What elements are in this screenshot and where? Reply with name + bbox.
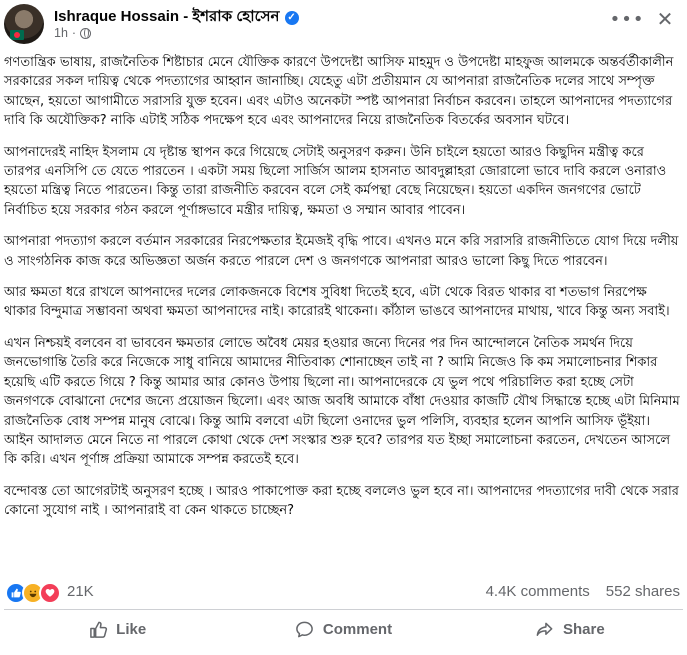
globe-icon [80, 28, 91, 39]
share-button[interactable] [457, 612, 683, 646]
action-bar [4, 612, 683, 646]
close-icon[interactable]: ✕ [656, 7, 674, 31]
reactions-bar [5, 582, 682, 602]
share-label: Share [562, 620, 605, 638]
post-timestamp[interactable]: 1h [54, 26, 68, 40]
post-body [4, 53, 683, 533]
comment-button[interactable] [230, 612, 456, 646]
reaction-icons[interactable] [5, 582, 56, 604]
like-button[interactable] [4, 612, 230, 646]
post-paragraph: গণতান্ত্রিক ভাষায়, রাজনৈতিক শিষ্টাচার মেনে যৌক্তিক কারণে উপদেষ্টা আসিফ মাহমুদ ও উপদেষ্টা মাহফুজ আলমকে অন্তর্বর্তীকালীন সরকারের সকল দায়িত্ব থেকে পদত্যাগের আহ্বান জানাচ্ছি। যেহেতু এটা প্রতীয়মান যে আপনারা রাজনৈতিক দলের সাথে সম্পৃক্ত আছেন, হয়তো আগামীতে সরাসরি যুক্ত হবেন। এবং এটাও অনেকটা স্পষ্ট আপনারা নির্বাচন করবেন। তাহলে আপনাদের পদত্যাগের দাবি কি অযৌক্তিক? নাকি এটাই সঠিক পদক্ষেপ হবে এবং আপনাদের নিয়ে রাজনৈতিক বিতর্কের অবসান ঘটবে। [4, 55, 674, 129]
share-arrow-icon [535, 619, 555, 639]
post-meta: 1h · [54, 26, 91, 40]
author-avatar[interactable] [4, 4, 44, 44]
flag-icon [10, 30, 24, 40]
divider [4, 609, 683, 610]
share-count[interactable]: 552 shares [605, 583, 680, 600]
post-header [0, 0, 687, 48]
post-paragraph: বন্দোবস্ত তো আগেরটাই অনুসরণ হচ্ছে । আরও পাকাপোক্ত করা হচ্ছে বললেও ভুল হবে না। আপনাদের পদত্যাগের দাবী থেকে সরার কোনো সুযোগ নাই । আপনারাই বা কেন থাকতে চাচ্ছেন? [4, 483, 679, 519]
post-paragraph: আর ক্ষমতা ধরে রাখলে আপনাদের দলের লোকজনকে বিশেষ সুবিধা দিতেই হবে, এটা থেকে বিরত থাকার বা শতভাগ নিরপেক্ষ থাকার বিন্দুমাত্র সম্ভাবনা অথবা ক্ষমতা আপনাদের নাই। কারোরই থাকেনা। কাঁঠাল ভাঙবে আপনাদের মাথায়, খাবে কিন্তু অন্য সবাই। [4, 285, 670, 320]
comment-bubble-icon [295, 619, 315, 639]
author-name[interactable]: Ishraque Hossain - ইশরাক হোসেন [54, 8, 280, 25]
thumbs-up-icon [88, 619, 108, 639]
post-paragraph: আপনারা পদত্যাগ করলে বর্তমান সরকারের নিরপেক্ষতার ইমেজই বৃদ্ধি পাবে। এখনও মনে করি সরাসরি রাজনীতিতে যোগ দিয়ে দলীয় ও সাংগঠনিক কাজ করে অভিজ্ঞতা অর্জন করতে পারলে দেশ ও জনগণকে আপনারা আরও ভালো কিছু দিতে পারবেন। [4, 234, 679, 269]
post-paragraph: আপনাদেরই নাহিদ ইসলাম যে দৃষ্টান্ত স্থাপন করে গিয়েছে সেটাই অনুসরণ করুন। উনি চাইলে হয়তো আরও কিছুদিন মন্ত্রীত্ব করে তারপর এনসিপি তে যেতে পারতেন । একটা সময় ছিলো সার্জিস আলম হাসনাত আবদুল্লাহরা জোরালো ভাবে দাবি করলে ওনারাও হয়তো মন্ত্রিত্ব নিতে পারতেন। কিন্তু তারা রাজনীতি করবেন বলে সেই কর্মপন্থা বেছে নিয়েছেন। হয়তো একদিন জনগণের ভোটে নির্বাচিত হয়ে সরকার গঠন করলে পূর্ণাঙ্গভাবে মন্ত্রীর দায়িত্ব, ক্ষমতা ও সম্মান আবার পাবেন। [4, 144, 667, 218]
like-label: Like [116, 620, 147, 638]
love-reaction-icon [39, 582, 61, 604]
verified-badge-icon: ✓ [285, 11, 299, 25]
post-stats [486, 583, 680, 600]
comment-count[interactable]: 4.4K comments [485, 583, 590, 600]
reaction-count[interactable]: 21K [67, 583, 94, 600]
post-paragraph: এখন নিশ্চয়ই বলবেন বা ভাববেন ক্ষমতার লোভে অবৈধ মেয়র হওয়ার জন্যে দিনের পর দিন আন্দোলনে নৈতিক সমর্থন দিয়ে জনভোগান্তি তৈরি করে নিজেকে সাধু বানিয়ে আমাদের নীতিবাক্য শোনাচ্ছেন তাই না ? আমি নিজেও কি কম সমালোচনার শিকার হয়েছি এটি করতে গিয়ে ? কিন্তু আমার আর কোনও উপায় ছিলো না। আপনাদেরকে যে ভুল পথে পরিচালিত করা হচ্ছে সেটা জনগণকে বোঝানো দেশের জন্যে প্রয়োজন ছিলো। এবং আজ অবধি আমাকে বাঁধা দেওয়ার কাজটি যৌথ সিদ্ধান্তে হচ্ছে এটা মিনিমাম রাজনৈতিক বোধ সম্পন্ন মানুষ বোঝে। কিন্তু আমি বলবো এটা ছিলো ওনাদের ভুল পলিসি, ব্যবহার হলেন আপনি আসিফ ভূঁইয়া। আইন আদালত মেনে নিতে না পারলে কোথা থেকে দেশ সংস্কার শুরু হবে? তারপর যত ইচ্ছা সমালোচনা করতেন, দেখতেন আসলে কি করি। এখন পূর্ণাঙ্গ প্রক্রিয়া আমাকে সম্পন্ন করতেই হবে। [4, 335, 680, 468]
comment-label: Comment [322, 620, 393, 638]
more-options-icon[interactable]: ••• [609, 8, 645, 30]
